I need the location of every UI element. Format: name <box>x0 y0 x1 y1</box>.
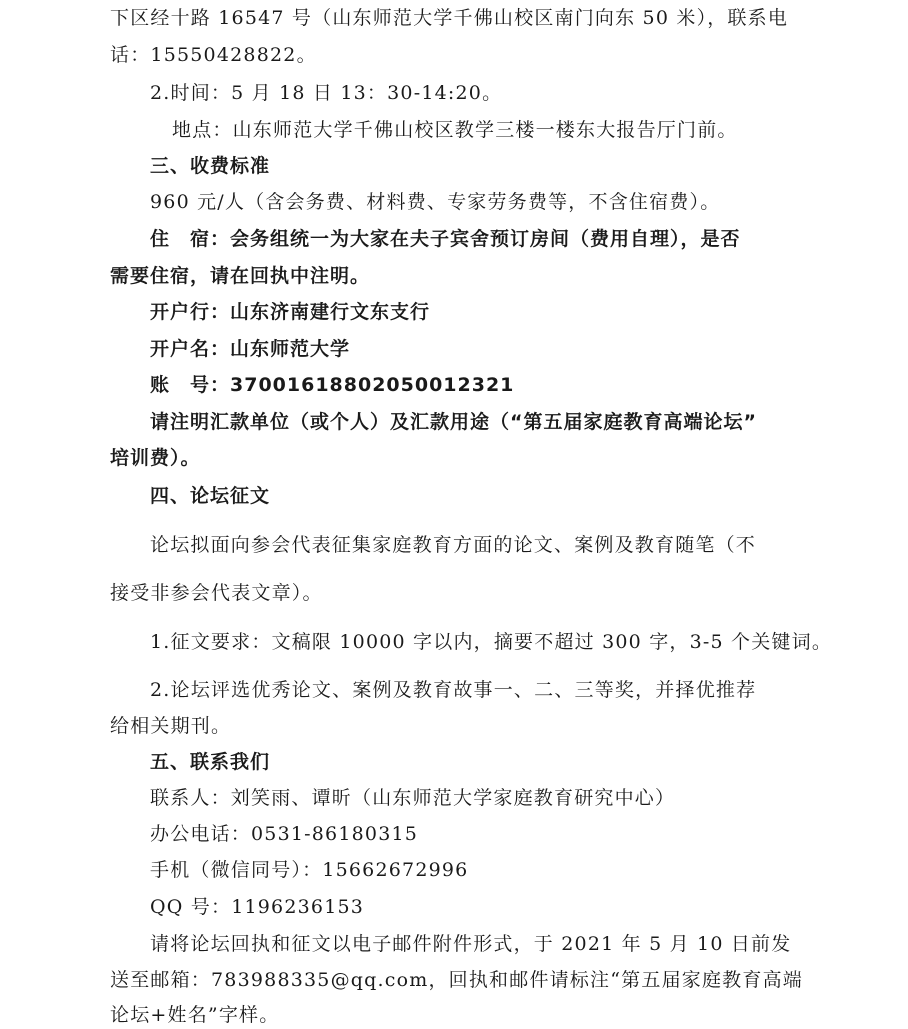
mobile-phone: 手机（微信同号）：15662672996 <box>150 859 469 881</box>
text-line: 地点：山东师范大学千佛山校区教学三楼一楼东大报告厅门前。 <box>172 119 738 141</box>
text-line: 960 元/人（含会务费、材料费、专家劳务费等，不含住宿费）。 <box>150 191 721 213</box>
text-line: 话：15550428822。 <box>110 44 317 66</box>
bank-name: 开户行：山东济南建行文东支行 <box>150 301 431 323</box>
qq-number: QQ 号：1196236153 <box>150 896 365 918</box>
contact-persons: 联系人：刘笑雨、谭昕（山东师范大学家庭教育研究中心） <box>150 787 676 809</box>
section-heading-papers: 四、论坛征文 <box>150 485 271 507</box>
text-line-bold: 住 宿：会务组统一为大家在夫子宾舍预订房间（费用自理），是否 <box>150 228 741 250</box>
office-phone: 办公电话：0531-86180315 <box>150 823 419 845</box>
section-heading-fees: 三、收费标准 <box>150 155 271 177</box>
text-line: 1.征文要求：文稿限 10000 字以内，摘要不超过 300 字，3-5 个关键词。 <box>150 631 833 653</box>
text-line: 给相关期刊。 <box>110 715 232 737</box>
account-name: 开户名：山东师范大学 <box>150 338 351 360</box>
text-line-bold: 请注明汇款单位（或个人）及汇款用途（“第五届家庭教育高端论坛” <box>150 411 757 433</box>
account-number: 账 号：37001618802050012321 <box>150 374 515 396</box>
text-line: 接受非参会代表文章）。 <box>110 582 323 604</box>
text-line: 请将论坛回执和征文以电子邮件附件形式，于 2021 年 5 月 10 日前发 <box>150 933 792 955</box>
text-line: 下区经十路 16547 号（山东师范大学千佛山校区南门向东 50 米），联系电 <box>110 7 789 29</box>
text-line: 2.时间：5 月 18 日 13：30-14:20。 <box>150 82 503 104</box>
text-line: 论坛+姓名”字样。 <box>110 1004 280 1026</box>
text-line: 论坛拟面向参会代表征集家庭教育方面的论文、案例及教育随笔（不 <box>150 534 757 556</box>
text-line: 2.论坛评选优秀论文、案例及教育故事一、二、三等奖，并择优推荐 <box>150 679 757 701</box>
section-heading-contact: 五、联系我们 <box>150 751 271 773</box>
text-line-bold: 需要住宿，请在回执中注明。 <box>110 265 371 287</box>
text-line-bold: 培训费）。 <box>110 447 201 469</box>
text-line: 送至邮箱：783988335@qq.com，回执和邮件请标注“第五届家庭教育高端 <box>110 969 803 991</box>
